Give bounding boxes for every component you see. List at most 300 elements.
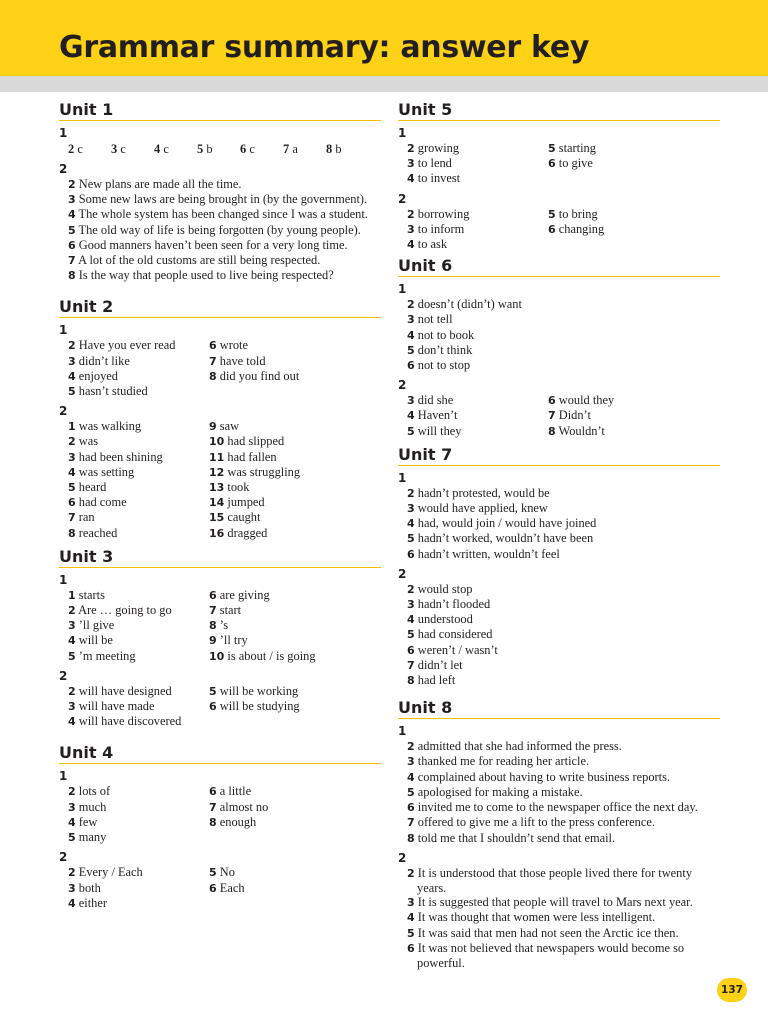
answer-grid <box>59 865 381 911</box>
answer-text: reached <box>78 525 118 540</box>
answer-number: 4 <box>407 409 415 423</box>
answer-text: No <box>219 865 235 880</box>
answer-text: will have made <box>78 699 155 714</box>
empty-cell <box>548 237 708 252</box>
answer-text: It was said that men had not seen the Arctic ice then. <box>417 925 679 940</box>
answer-text: wrote <box>219 338 248 353</box>
answer-number: 8 <box>407 674 415 688</box>
unit-heading: Unit 8 <box>398 698 720 719</box>
answer-number: 4 <box>407 911 415 925</box>
answer-list <box>398 739 720 845</box>
answer-number: 4 <box>68 465 76 479</box>
answer-number: 7 <box>68 254 76 268</box>
answer-number: 3 <box>407 313 415 327</box>
answer-number: 7 <box>407 816 415 830</box>
exercise-number: 2 <box>398 191 407 206</box>
answer-item <box>209 603 369 618</box>
answer-text: was <box>78 434 99 449</box>
answer-item <box>398 627 720 642</box>
left-column <box>59 100 381 911</box>
answer-item <box>59 714 209 729</box>
answer-number: 4 <box>68 208 76 222</box>
answer-item <box>59 223 381 238</box>
exercise-number: 2 <box>59 850 68 865</box>
answer-number: 2 <box>68 866 76 880</box>
answer-text: a little <box>219 784 252 799</box>
answer-text: Some new laws are being brought in (by the government). <box>78 192 368 207</box>
unit-heading: Unit 1 <box>59 100 381 121</box>
answer-text: thanked me for reading her article. <box>417 754 590 769</box>
answer-text: would they <box>558 393 615 408</box>
answer-item <box>59 338 209 353</box>
answer-item <box>548 393 708 408</box>
answer-number: 9 <box>209 420 217 434</box>
answer-number: 2 <box>68 339 76 353</box>
answer-number: 7 <box>209 354 217 368</box>
answer-item <box>398 547 720 562</box>
answer-number: 4 <box>407 770 415 784</box>
exercise-number: 1 <box>59 572 68 587</box>
answer-number: 2 <box>407 486 415 500</box>
answer-item <box>398 643 720 658</box>
answer-number: 3 <box>68 881 76 895</box>
answer-text: changing <box>558 221 605 236</box>
answer-number: 8 <box>209 369 217 383</box>
answer-number: 16 <box>209 526 225 540</box>
answer-number: 3 <box>68 193 76 207</box>
answer-list <box>398 582 720 688</box>
answer-item <box>283 141 326 157</box>
answer-item <box>209 338 369 353</box>
answer-text: invited me to come to the newspaper office the next day. <box>417 800 698 815</box>
answer-item <box>59 830 209 845</box>
answer-item <box>398 831 720 846</box>
answer-number: 3 <box>407 502 415 516</box>
unit-section <box>398 256 720 439</box>
answer-grid <box>59 588 381 664</box>
answer-text: It was not believed that newspapers would become so powerful. <box>417 940 685 970</box>
answer-item <box>209 480 369 495</box>
empty-cell <box>548 171 708 186</box>
answer-number: 6 <box>68 496 76 510</box>
answer-text: weren’t / wasn’t <box>417 642 498 657</box>
answer-number: 5 <box>68 385 76 399</box>
answer-item <box>209 369 369 384</box>
answer-number: 8 <box>68 526 76 540</box>
answer-number: 4 <box>68 715 76 729</box>
answer-number: 5 <box>407 343 415 357</box>
answer-grid <box>59 338 381 399</box>
answer-text: not to stop <box>417 358 471 373</box>
answer-item <box>209 450 369 465</box>
answer-item <box>209 465 369 480</box>
answer-row <box>59 141 381 157</box>
answer-number: 6 <box>240 142 247 156</box>
empty-cell <box>209 384 369 399</box>
answer-item <box>398 486 720 501</box>
unit-section <box>59 297 381 540</box>
answer-text: will be <box>78 633 113 648</box>
answer-text: Have you ever read <box>78 338 176 353</box>
answer-grid <box>398 141 720 187</box>
answer-item <box>59 603 209 618</box>
answer-number: 2 <box>68 178 76 191</box>
answer-item <box>398 328 720 343</box>
answer-item <box>111 141 154 157</box>
answer-number: 8 <box>209 619 217 633</box>
answer-text: caught <box>227 510 261 525</box>
answer-number: 5 <box>407 424 415 438</box>
answer-item <box>59 177 381 192</box>
answer-text: saw <box>219 419 240 434</box>
answer-number: 3 <box>111 142 118 156</box>
answer-text: Wouldn’t <box>558 423 605 438</box>
answer-number: 6 <box>407 359 415 373</box>
answer-text: growing <box>417 141 460 155</box>
unit-heading: Unit 6 <box>398 256 720 277</box>
exercise-number: 2 <box>398 850 407 865</box>
answer-number: 6 <box>407 801 415 815</box>
answer-text: borrowing <box>417 206 470 221</box>
answer-text: to give <box>558 156 593 171</box>
answer-text: did she <box>417 393 454 408</box>
answer-number: 11 <box>209 450 225 464</box>
answer-item <box>59 649 209 664</box>
answer-text: b <box>335 142 342 156</box>
answer-text: will have designed <box>78 683 172 698</box>
answer-item <box>59 684 209 699</box>
right-column <box>398 100 720 970</box>
answer-text: Didn’t <box>558 408 591 423</box>
answer-item <box>209 784 369 799</box>
exercise-number: 1 <box>398 126 407 140</box>
answer-item <box>209 618 369 633</box>
answer-item <box>209 526 369 541</box>
answer-text: had considered <box>417 627 493 642</box>
answer-text: hadn’t flooded <box>417 597 491 612</box>
answer-item <box>398 501 720 516</box>
unit-section <box>398 445 720 688</box>
answer-item <box>59 480 209 495</box>
exercise-number: 2 <box>398 378 407 393</box>
empty-cell <box>209 896 369 911</box>
answer-text: ’ll give <box>78 618 115 633</box>
answer-item <box>209 510 369 525</box>
answer-text: didn’t let <box>417 657 463 672</box>
unit-section <box>398 100 720 252</box>
answer-text: will they <box>417 423 462 438</box>
answer-number: 10 <box>209 435 225 449</box>
answer-number: 7 <box>548 409 556 423</box>
answer-item <box>398 895 720 910</box>
answer-text: c <box>249 142 255 156</box>
page-number: 137 <box>717 978 747 1002</box>
answer-item <box>59 354 209 369</box>
answer-number: 2 <box>407 866 415 880</box>
answer-item <box>548 408 708 423</box>
answer-item <box>59 633 209 648</box>
answer-text: few <box>78 814 98 829</box>
answer-number: 7 <box>209 604 217 618</box>
answer-text: was setting <box>78 464 135 479</box>
answer-item <box>59 369 209 384</box>
answer-item <box>398 516 720 531</box>
answer-text: hadn’t written, wouldn’t feel <box>417 546 560 561</box>
answer-item <box>398 926 720 941</box>
answer-text: It is suggested that people will travel to Mars next year. <box>417 895 693 910</box>
answer-item <box>59 384 209 399</box>
answer-text: had, would join / would have joined <box>417 516 597 531</box>
answer-item <box>398 312 720 327</box>
header-banner <box>0 0 768 76</box>
answer-number: 5 <box>407 532 415 546</box>
answer-number: 5 <box>68 223 76 237</box>
answer-text: hadn’t protested, would be <box>417 485 550 500</box>
answer-number: 4 <box>68 369 76 383</box>
unit-heading: Unit 3 <box>59 547 381 568</box>
answer-number: 4 <box>68 896 76 910</box>
answer-grid <box>59 784 381 845</box>
answer-item <box>209 649 369 664</box>
answer-item <box>59 450 209 465</box>
answer-number: 5 <box>68 831 76 845</box>
answer-item <box>59 865 209 880</box>
answer-number: 6 <box>548 222 556 236</box>
unit-heading: Unit 4 <box>59 743 381 764</box>
answer-item <box>398 141 548 156</box>
answer-text: heard <box>78 480 107 495</box>
unit-heading: Unit 7 <box>398 445 720 466</box>
answer-number: 5 <box>209 866 217 880</box>
answer-item <box>398 910 720 925</box>
answer-text: c <box>163 142 169 156</box>
answer-text: had been shining <box>78 449 163 464</box>
answer-number: 4 <box>407 613 415 627</box>
answer-item <box>398 393 548 408</box>
answer-text: hasn’t studied <box>78 384 148 399</box>
answer-text: had left <box>417 673 456 688</box>
answer-text: hadn’t worked, wouldn’t have been <box>417 531 594 546</box>
empty-cell <box>209 714 369 729</box>
answer-text: have told <box>219 353 266 368</box>
answer-item <box>209 354 369 369</box>
answer-item <box>59 815 209 830</box>
answer-number: 2 <box>68 684 76 698</box>
answer-number: 12 <box>209 465 225 479</box>
answer-item <box>398 343 720 358</box>
answer-item <box>209 881 369 896</box>
answer-text: not tell <box>417 312 453 327</box>
answer-number: 6 <box>209 588 217 602</box>
answer-text: dragged <box>227 525 268 540</box>
answer-number: 7 <box>407 658 415 672</box>
answer-text: took <box>227 480 250 495</box>
answer-text: is about / is going <box>227 648 316 663</box>
answer-list <box>59 177 381 283</box>
exercise-number: 2 <box>59 162 68 176</box>
answer-item <box>398 358 720 373</box>
answer-text: was struggling <box>227 464 301 479</box>
answer-number: 2 <box>407 142 415 155</box>
answer-text: starting <box>558 141 596 155</box>
answer-number: 7 <box>209 800 217 814</box>
answer-item <box>398 754 720 769</box>
answer-number: 1 <box>68 420 76 434</box>
answer-text: ’ll try <box>219 633 248 648</box>
answer-number: 4 <box>68 815 76 829</box>
answer-text: doesn’t (didn’t) want <box>417 297 522 312</box>
answer-number: 3 <box>68 619 76 633</box>
answer-text: The old way of life is being forgotten (by young people). <box>78 222 361 237</box>
answer-number: 4 <box>154 142 161 156</box>
answer-number: 2 <box>407 298 415 312</box>
answer-item <box>548 222 708 237</box>
answer-number: 6 <box>209 339 217 353</box>
unit-heading: Unit 2 <box>59 297 381 318</box>
answer-number: 8 <box>209 815 217 829</box>
answer-text: jumped <box>227 495 265 510</box>
answer-item <box>398 297 720 312</box>
answer-item <box>209 815 369 830</box>
exercise-number: 2 <box>398 566 407 581</box>
answer-number: 8 <box>407 831 415 845</box>
answer-item <box>59 510 209 525</box>
answer-number: 6 <box>407 643 415 657</box>
answer-item <box>59 588 209 603</box>
answer-item <box>548 156 708 171</box>
answer-number: 2 <box>68 785 76 799</box>
answer-item <box>398 222 548 237</box>
answer-number: 4 <box>407 328 415 342</box>
answer-text: had slipped <box>227 434 285 449</box>
answer-text: had fallen <box>227 449 277 464</box>
answer-item <box>59 896 209 911</box>
answer-item <box>548 141 708 156</box>
answer-item <box>398 800 720 815</box>
answer-number: 2 <box>68 142 75 156</box>
answer-number: 5 <box>548 207 556 221</box>
answer-number: 3 <box>407 222 415 236</box>
answer-text: b <box>206 142 213 156</box>
answer-number: 6 <box>407 941 415 955</box>
answer-number: 5 <box>407 926 415 940</box>
answer-text: ran <box>78 510 95 525</box>
answer-item <box>548 207 708 222</box>
answer-item <box>197 141 240 157</box>
answer-item <box>548 424 708 439</box>
answer-number: 4 <box>407 172 415 186</box>
answer-item <box>398 582 720 597</box>
answer-item <box>59 618 209 633</box>
answer-item <box>209 699 369 714</box>
answer-list <box>398 486 720 562</box>
answer-item <box>59 434 209 449</box>
answer-item <box>59 419 209 434</box>
answer-item <box>398 597 720 612</box>
answer-item <box>68 141 111 157</box>
answer-number: 3 <box>407 755 415 769</box>
exercise-number: 1 <box>59 126 68 140</box>
exercise-number: 1 <box>398 470 407 485</box>
answer-item <box>59 253 381 268</box>
exercise-number: 2 <box>59 404 68 419</box>
answer-text: to inform <box>417 221 465 236</box>
answer-text: had come <box>78 495 127 510</box>
answer-text: lots of <box>78 784 111 799</box>
answer-text: to invest <box>417 171 461 186</box>
answer-item <box>59 784 209 799</box>
answer-item <box>240 141 283 157</box>
answer-number: 3 <box>407 896 415 910</box>
answer-item <box>209 800 369 815</box>
answer-text: would stop <box>417 581 473 596</box>
page-title: Grammar summary: answer key <box>59 30 590 65</box>
answer-number: 14 <box>209 496 225 510</box>
unit-section <box>59 100 381 283</box>
answer-list <box>398 866 720 970</box>
exercise-number: 1 <box>59 769 68 784</box>
answer-number: 3 <box>407 598 415 612</box>
answer-number: 15 <box>209 511 225 525</box>
answer-text: many <box>78 830 107 845</box>
answer-number: 8 <box>548 424 556 438</box>
answer-text: will be studying <box>219 699 300 714</box>
answer-number: 4 <box>68 634 76 648</box>
answer-number: 6 <box>407 547 415 561</box>
answer-item <box>398 408 548 423</box>
answer-number: 5 <box>407 628 415 642</box>
answer-number: 7 <box>68 511 76 525</box>
answer-text: to ask <box>417 237 448 252</box>
answer-item <box>398 612 720 627</box>
answer-item <box>398 531 720 546</box>
answer-text: offered to give me a lift to the press conference. <box>417 815 655 830</box>
answer-text: would have applied, knew <box>417 501 548 516</box>
answer-item <box>59 465 209 480</box>
answer-number: 3 <box>407 394 415 408</box>
exercise-number: 2 <box>59 668 68 683</box>
answer-text: Is the way that people used to live being respected? <box>78 268 334 283</box>
answer-item <box>209 865 369 880</box>
answer-text: Haven’t <box>417 408 458 423</box>
answer-item <box>398 207 548 222</box>
answer-text: did you find out <box>219 368 300 383</box>
answer-grid <box>398 207 720 253</box>
answer-item <box>398 237 548 252</box>
answer-number: 2 <box>407 740 415 754</box>
empty-cell <box>209 830 369 845</box>
answer-item <box>398 424 548 439</box>
answer-text: to bring <box>558 206 598 221</box>
answer-text: The whole system has been changed since I was a student. <box>78 207 368 222</box>
answer-item <box>398 815 720 830</box>
answer-number: 6 <box>548 157 556 171</box>
answer-text: not to book <box>417 327 475 342</box>
answer-text: ’s <box>219 618 229 633</box>
answer-text: starts <box>78 587 105 602</box>
answer-text: are giving <box>219 587 270 602</box>
answer-item <box>209 419 369 434</box>
answer-text: c <box>120 142 126 156</box>
answer-number: 6 <box>209 700 217 714</box>
answer-item <box>59 526 209 541</box>
answer-item <box>398 941 720 970</box>
answer-number: 5 <box>68 649 76 663</box>
answer-number: 2 <box>68 604 76 618</box>
answer-text: almost no <box>219 799 269 814</box>
answer-item <box>59 800 209 815</box>
answer-text: c <box>77 142 83 156</box>
